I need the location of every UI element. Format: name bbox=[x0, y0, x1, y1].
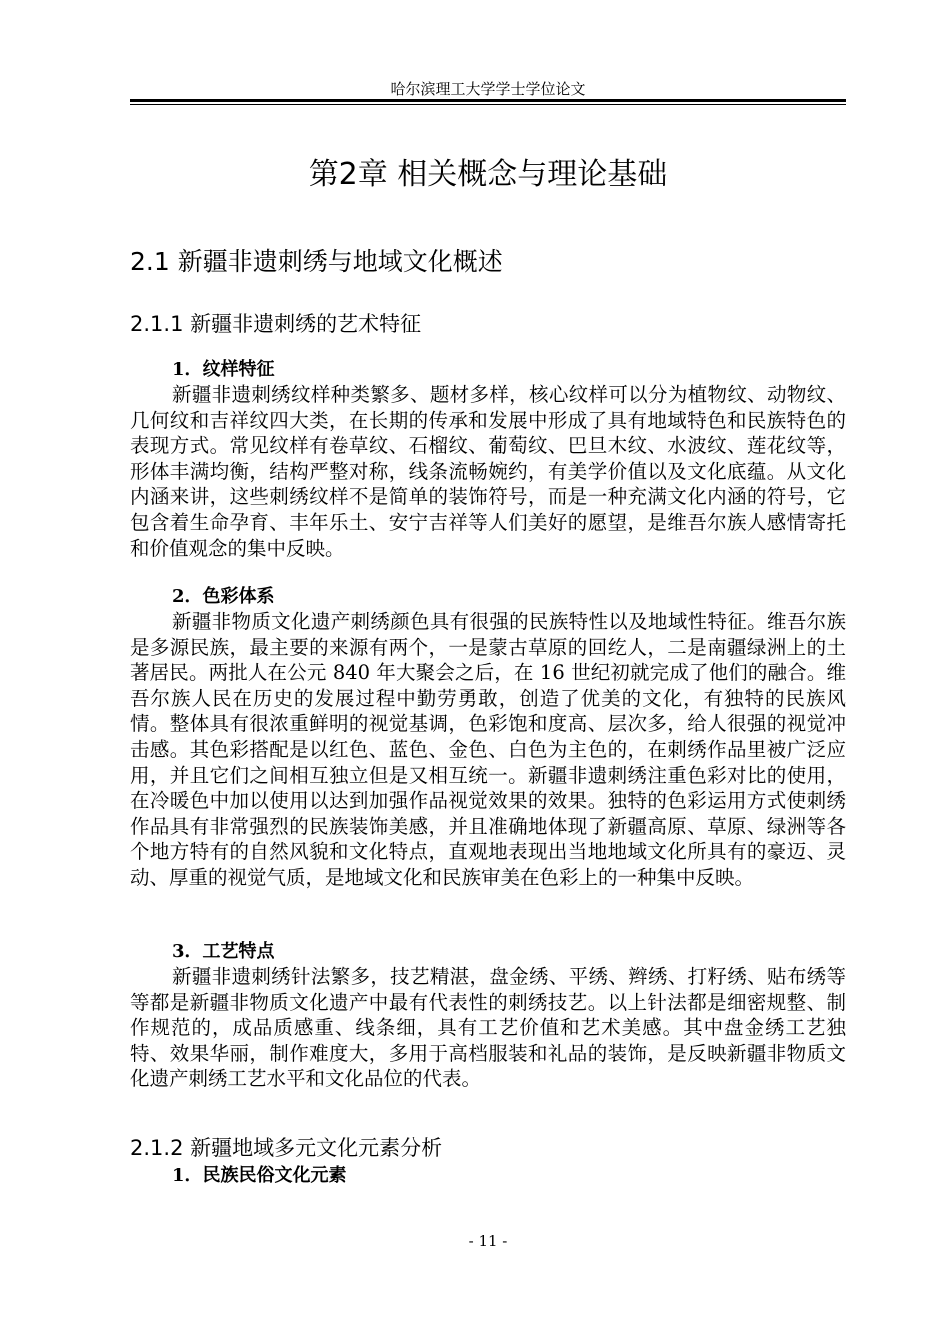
section-heading-2-1: 2.1 新疆非遗刺绣与地域文化概述 bbox=[130, 247, 503, 276]
subsection-heading-2-1-2: 2.1.2 新疆地域多元文化元素分析 bbox=[130, 1136, 443, 1160]
header-rule-thin bbox=[130, 104, 846, 105]
subsection-heading-2-1-1: 2.1.1 新疆非遗刺绣的艺术特征 bbox=[130, 312, 422, 336]
paragraph-color: 新疆非物质文化遗产刺绣颜色具有很强的民族特性以及地域性特征。维吾尔族是多源民族，最主要的来源有两个，一是蒙古草原的回纥人，二是南疆绿洲上的土著居民。两批人在公元 840 年大聚会之后，在 16 世纪初就完成了他们的融合。维吾尔族人民在历史的发展过程中勤劳勇敢，创造了优美的文化，有独特的民族风情。整体具有很浓重鲜明的视觉基调，色彩饱和度高、层次多，给人很强的视觉冲击感。其色彩搭配是以红色、蓝色、金色、白色为主色的，在刺绣作品里被广泛应用，并且它们之间相互独立但是又相互统一。新疆非遗刺绣注重色彩对比的使用，在冷暖色中加以使用以达到加强作品视觉效果的效果。独特的色彩运用方式使刺绣作品具有非常强烈的民族装饰美感，并且准确地体现了新疆高原、草原、绿洲等各个地方特有的自然风貌和文化特点，直观地表现出当地地域文化所具有的豪迈、灵动、厚重的视觉气质，是地域文化和民族审美在色彩上的一种集中反映。 bbox=[130, 610, 846, 889]
page-number: - 11 - bbox=[468, 1232, 508, 1250]
item-heading-color: 2．色彩体系 bbox=[172, 586, 275, 607]
item-heading-pattern: 1．纹样特征 bbox=[172, 359, 275, 380]
item-heading-ethnic-folk: 1．民族民俗文化元素 bbox=[172, 1165, 347, 1186]
item-heading-craft: 3．工艺特点 bbox=[172, 941, 275, 962]
running-header: 哈尔滨理工大学学士学位论文 bbox=[390, 80, 586, 98]
paragraph-craft: 新疆非遗刺绣针法繁多，技艺精湛，盘金绣、平绣、辫绣、打籽绣、贴布绣等等都是新疆非物质文化遗产中最有代表性的刺绣技艺。以上针法都是细密规整、制作规范的，成品质感重、线条细，具有工艺价值和艺术美感。其中盘金绣工艺独特、效果华丽，制作难度大，多用于高档服装和礼品的装饰，是反映新疆非物质文化遗产刺绣工艺水平和文化品位的代表。 bbox=[130, 965, 846, 1091]
header-rule-thick bbox=[130, 99, 846, 102]
chapter-title: 第2章 相关概念与理论基础 bbox=[308, 157, 668, 192]
paragraph-pattern: 新疆非遗刺绣纹样种类繁多、题材多样，核心纹样可以分为植物纹、动物纹、几何纹和吉祥纹四大类，在长期的传承和发展中形成了具有地域特色和民族特色的表现方式。常见纹样有卷草纹、石榴纹、葡萄纹、巴旦木纹、水波纹、莲花纹等，形体丰满均衡，结构严整对称，线条流畅婉约，有美学价值以及文化底蕴。从文化内涵来讲，这些刺绣纹样不是简单的装饰符号，而是一种充满文化内涵的符号，它包含着生命孕育、丰年乐土、安宁吉祥等人们美好的愿望，是维吾尔族人感情寄托和价值观念的集中反映。 bbox=[130, 383, 846, 560]
